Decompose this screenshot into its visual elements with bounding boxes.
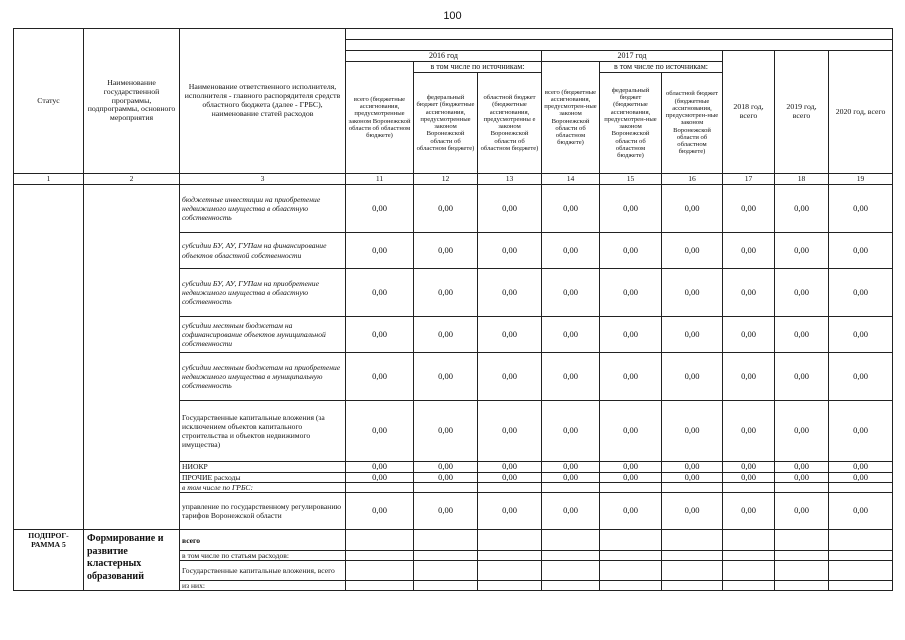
empty-cell [723, 561, 775, 581]
value-cell: 0,00 [775, 269, 829, 317]
header-blank-cell [346, 29, 893, 40]
empty-cell [600, 561, 662, 581]
value-cell: 0,00 [478, 472, 542, 483]
column-number: 3 [180, 174, 346, 185]
column-number: 15 [600, 174, 662, 185]
empty-cell [600, 551, 662, 561]
value-cell: 0,00 [346, 472, 414, 483]
empty-cell [600, 581, 662, 591]
header-blank-row-1 [14, 29, 893, 40]
column-number: 11 [346, 174, 414, 185]
empty-cell [829, 551, 893, 561]
row-label: субсидии БУ, АУ, ГУПам на финансирование объектов областной собственности [180, 233, 346, 269]
value-cell: 0,00 [478, 462, 542, 473]
row-label: бюджетные инвестиции на приобретение недвижимого имущества в областную собственность [180, 185, 346, 233]
value-cell: 0,00 [478, 493, 542, 530]
value-cell: 0,00 [542, 462, 600, 473]
empty-cell [542, 530, 600, 551]
column-number: 18 [775, 174, 829, 185]
column-number: 19 [829, 174, 893, 185]
empty-cell [662, 483, 723, 493]
empty-cell [346, 561, 414, 581]
value-cell: 0,00 [775, 185, 829, 233]
empty-cell [723, 483, 775, 493]
empty-cell [829, 561, 893, 581]
value-cell: 0,00 [414, 472, 478, 483]
value-cell: 0,00 [723, 269, 775, 317]
value-cell: 0,00 [478, 401, 542, 462]
header-including-sources-2016: в том числе по источникам: [414, 62, 542, 73]
empty-cell [542, 561, 600, 581]
header-year-2016: 2016 год [346, 51, 542, 62]
page-number: 100 [443, 10, 462, 22]
value-cell: 0,00 [346, 353, 414, 401]
empty-cell [600, 530, 662, 551]
empty-cell [600, 483, 662, 493]
empty-cell [662, 530, 723, 551]
value-cell: 0,00 [723, 493, 775, 530]
value-cell: 0,00 [478, 353, 542, 401]
value-cell: 0,00 [829, 462, 893, 473]
row-label: управление по государственному регулированию тарифов Воронежской области [180, 493, 346, 530]
value-cell: 0,00 [478, 233, 542, 269]
subprogram-status: ПОДПРОГ-РАММА 5 [14, 530, 84, 591]
empty-cell [723, 581, 775, 591]
empty-cell [662, 581, 723, 591]
value-cell: 0,00 [600, 353, 662, 401]
empty-cell [478, 561, 542, 581]
row-label: ПРОЧИЕ расходы [180, 472, 346, 483]
value-cell: 0,00 [542, 233, 600, 269]
column-number: 17 [723, 174, 775, 185]
value-cell: 0,00 [478, 317, 542, 353]
header-year-2018: 2018 год, всего [723, 51, 775, 174]
empty-cell [829, 581, 893, 591]
value-cell: 0,00 [775, 401, 829, 462]
empty-cell [414, 530, 478, 551]
value-cell: 0,00 [478, 185, 542, 233]
subprogram-row-label: всего [180, 530, 346, 551]
value-cell: 0,00 [662, 353, 723, 401]
empty-cell [775, 551, 829, 561]
header-executor: Наименование ответственного исполнителя, исполнителя - главного распорядителя средств областного бюджета (далее - ГРБС), наименование статей расходов [180, 29, 346, 174]
subprogram-row-label: в том числе по статьям расходов: [180, 551, 346, 561]
empty-cell [723, 530, 775, 551]
empty-cell [542, 581, 600, 591]
value-cell: 0,00 [775, 233, 829, 269]
value-cell: 0,00 [414, 401, 478, 462]
header-program: Наименование государственной программы, подпрограммы, основного мероприятия [84, 29, 180, 174]
value-cell: 0,00 [723, 233, 775, 269]
empty-cell [478, 551, 542, 561]
value-cell: 0,00 [662, 317, 723, 353]
value-cell: 0,00 [775, 353, 829, 401]
value-cell: 0,00 [723, 317, 775, 353]
value-cell: 0,00 [414, 317, 478, 353]
value-cell: 0,00 [414, 353, 478, 401]
value-cell: 0,00 [346, 401, 414, 462]
header-regional-2017: областной бюджет (бюджетные ассигнования, предусмотрен-ные законом Воронежской области об областном бюджете) [662, 73, 723, 174]
value-cell: 0,00 [478, 269, 542, 317]
value-cell: 0,00 [542, 493, 600, 530]
empty-cell [414, 561, 478, 581]
column-number: 14 [542, 174, 600, 185]
empty-cell [662, 561, 723, 581]
subprogram-row-label: из них: [180, 581, 346, 591]
value-cell: 0,00 [662, 269, 723, 317]
empty-cell [478, 483, 542, 493]
value-cell: 0,00 [414, 233, 478, 269]
empty-cell [829, 483, 893, 493]
row-label: субсидии БУ, АУ, ГУПам на приобретение недвижимого имущества в областную собственность [180, 269, 346, 317]
value-cell: 0,00 [414, 462, 478, 473]
value-cell: 0,00 [346, 493, 414, 530]
column-number: 16 [662, 174, 723, 185]
header-including-sources-2017: в том числе по источникам: [600, 62, 723, 73]
value-cell: 0,00 [542, 472, 600, 483]
empty-cell [346, 551, 414, 561]
value-cell: 0,00 [723, 462, 775, 473]
header-year-2017: 2017 год [542, 51, 723, 62]
value-cell: 0,00 [723, 185, 775, 233]
value-cell: 0,00 [542, 185, 600, 233]
value-cell: 0,00 [662, 233, 723, 269]
empty-cell [775, 530, 829, 551]
empty-cell [414, 551, 478, 561]
empty-cell [346, 530, 414, 551]
value-cell: 0,00 [600, 472, 662, 483]
header-status: Статус [14, 29, 84, 174]
header-federal-2016: федеральный бюджет (бюджетные ассигнования, предусмотренные законом Воронежской области об областном бюджете) [414, 73, 478, 174]
empty-cell [478, 530, 542, 551]
value-cell: 0,00 [775, 317, 829, 353]
value-cell: 0,00 [600, 269, 662, 317]
column-number: 2 [84, 174, 180, 185]
header-blank-cell [346, 40, 893, 51]
status-cell-empty [14, 185, 84, 530]
header-federal-2017: федеральный бюджет (бюджетные ассигнования, предусмотрен-ные законом Воронежской области об областном бюджете) [600, 73, 662, 174]
value-cell: 0,00 [723, 353, 775, 401]
subprogram-name: Формирование и развитие кластерных образований [84, 530, 180, 591]
value-cell: 0,00 [662, 493, 723, 530]
column-number: 12 [414, 174, 478, 185]
empty-cell [478, 581, 542, 591]
value-cell: 0,00 [414, 185, 478, 233]
header-year-2020: 2020 год, всего [829, 51, 893, 174]
column-number: 1 [14, 174, 84, 185]
value-cell: 0,00 [723, 401, 775, 462]
value-cell: 0,00 [542, 353, 600, 401]
value-cell: 0,00 [542, 401, 600, 462]
empty-cell [775, 483, 829, 493]
row-label: НИОКР [180, 462, 346, 473]
value-cell: 0,00 [600, 462, 662, 473]
empty-cell [662, 551, 723, 561]
value-cell: 0,00 [829, 233, 893, 269]
row-label: субсидии местным бюджетам на приобретение недвижимого имущества в муниципальную собственность [180, 353, 346, 401]
column-numbers-row [14, 174, 893, 185]
empty-cell [346, 483, 414, 493]
empty-cell [542, 483, 600, 493]
value-cell: 0,00 [662, 462, 723, 473]
header-regional-2016: областной бюджет (бюджетные ассигнования, предусмотренны е законом Воронежской области об областном бюджете) [478, 73, 542, 174]
value-cell: 0,00 [662, 185, 723, 233]
value-cell: 0,00 [542, 317, 600, 353]
value-cell: 0,00 [600, 233, 662, 269]
budget-table [13, 28, 893, 591]
header-total-2016: всего (бюджетные ассигнования, предусмотренные законом Воронежской области об областном бюджете) [346, 62, 414, 174]
empty-cell [542, 551, 600, 561]
value-cell: 0,00 [829, 317, 893, 353]
value-cell: 0,00 [414, 493, 478, 530]
value-cell: 0,00 [829, 353, 893, 401]
value-cell: 0,00 [600, 317, 662, 353]
value-cell: 0,00 [662, 401, 723, 462]
value-cell: 0,00 [600, 401, 662, 462]
value-cell: 0,00 [542, 269, 600, 317]
table-row [14, 185, 893, 233]
empty-cell [414, 483, 478, 493]
empty-cell [829, 530, 893, 551]
value-cell: 0,00 [346, 233, 414, 269]
empty-cell [414, 581, 478, 591]
header-year-2019: 2019 год, всего [775, 51, 829, 174]
subprogram-row-label: Государственные капитальные вложения, всего [180, 561, 346, 581]
value-cell: 0,00 [600, 185, 662, 233]
empty-cell [775, 581, 829, 591]
value-cell: 0,00 [723, 472, 775, 483]
value-cell: 0,00 [829, 493, 893, 530]
empty-cell [775, 561, 829, 581]
row-label: Государственные капитальные вложения (за исключением объектов капитального строительства и объектов недвижимого имущества) [180, 401, 346, 462]
value-cell: 0,00 [775, 472, 829, 483]
value-cell: 0,00 [829, 401, 893, 462]
value-cell: 0,00 [775, 493, 829, 530]
value-cell: 0,00 [829, 472, 893, 483]
value-cell: 0,00 [662, 472, 723, 483]
value-cell: 0,00 [414, 269, 478, 317]
value-cell: 0,00 [346, 269, 414, 317]
empty-cell [723, 551, 775, 561]
value-cell: 0,00 [346, 185, 414, 233]
column-number: 13 [478, 174, 542, 185]
empty-cell [346, 581, 414, 591]
value-cell: 0,00 [600, 493, 662, 530]
program-cell-empty [84, 185, 180, 530]
value-cell: 0,00 [775, 462, 829, 473]
value-cell: 0,00 [829, 185, 893, 233]
row-label: в том числе по ГРБС: [180, 483, 346, 493]
row-label: субсидии местным бюджетам на софинансирование объектов муниципальной собственности [180, 317, 346, 353]
value-cell: 0,00 [829, 269, 893, 317]
header-total-2017: всего (бюджетные ассигнования, предусмотрен-ные законом Воронежской области об областном бюджете) [542, 62, 600, 174]
value-cell: 0,00 [346, 317, 414, 353]
value-cell: 0,00 [346, 462, 414, 473]
subprogram-row [14, 530, 893, 551]
